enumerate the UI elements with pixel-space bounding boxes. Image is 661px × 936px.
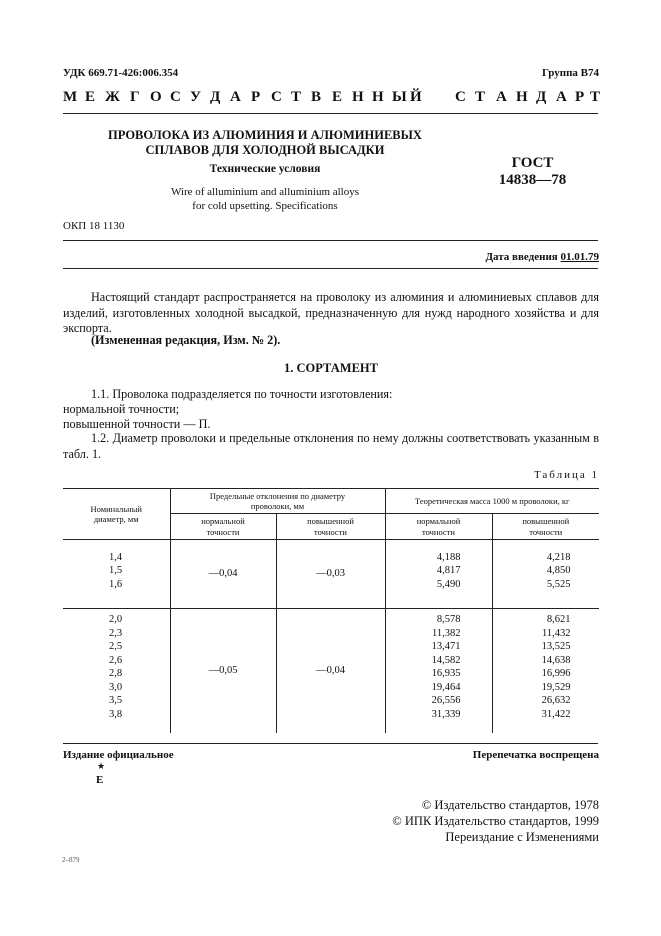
introduction-date	[485, 251, 599, 263]
copyright-1999: © ИПК Издательство стандартов, 1999	[392, 814, 599, 828]
title-line: ПРОВОЛОКА ИЗ АЛЮМИНИЯ И АЛЮМИНИЕВЫХ	[108, 128, 422, 142]
document-title	[100, 128, 430, 158]
header-diameter: Номинальный диаметр, мм	[63, 489, 170, 540]
heading-letter: Н	[516, 89, 528, 105]
heading-letter: Т	[590, 89, 601, 105]
diameter-value: 2,3	[109, 627, 123, 639]
deviation-value: —0,03	[316, 568, 345, 580]
mass-value: 11,382	[432, 627, 461, 639]
diameter-value: 3,0	[109, 681, 123, 693]
mass-value: 8,578	[436, 614, 461, 625]
table-row	[63, 609, 599, 734]
mass-value: 26,556	[431, 695, 461, 706]
section-heading: 1. СОРТАМЕНТ	[284, 361, 378, 375]
heading-letter: Ж	[105, 89, 120, 105]
heading-letter: А	[230, 89, 241, 105]
mass-value: 14,582	[431, 654, 461, 666]
mass-value: 13,471	[431, 641, 461, 652]
mass-value: 14,638	[541, 654, 571, 666]
diameter-value: 2,0	[109, 614, 123, 625]
heading-letter: В	[311, 89, 322, 105]
print-code: 2–879	[62, 856, 80, 864]
mass-value: 8,621	[546, 614, 571, 625]
deviation-value: —0,05	[208, 665, 238, 677]
dimensions-table	[63, 488, 599, 733]
heading-letter: Т	[291, 89, 302, 105]
heading-letter: Н	[352, 89, 364, 105]
clause-1-1-high: повышенной точности — П.	[63, 417, 211, 431]
clause-1-1-normal: нормальной точности;	[63, 402, 180, 416]
subheader-mass-high: повышенной точности	[492, 514, 599, 540]
header-divider	[63, 113, 598, 114]
mass-normal-cell	[385, 609, 492, 734]
introduction-date-label: Дата введения	[485, 251, 558, 263]
gost-number-block	[470, 155, 595, 189]
heading-letter: Е	[85, 89, 96, 105]
diameter-value: 3,8	[109, 708, 123, 720]
diameter-value: 3,5	[109, 695, 123, 706]
copyright-1978: © Издательство стандартов, 1978	[421, 798, 599, 812]
diameter-value: 2,5	[109, 641, 123, 652]
mass-high-cell	[492, 540, 599, 609]
heading-letter: О	[150, 89, 162, 105]
heading-letter: С	[271, 89, 282, 105]
standard-type-heading	[0, 89, 661, 107]
english-title-line: for cold upsetting. Specifications	[192, 200, 338, 212]
heading-letter: А	[496, 89, 507, 105]
subheader-high: повышенной точности	[276, 514, 385, 540]
mass-value: 19,464	[431, 681, 461, 693]
mass-value: 5,525	[546, 578, 571, 590]
mass-value: 5,490	[436, 578, 461, 590]
heading-letter: Д	[210, 89, 221, 105]
subheader-normal: нормальной точности	[170, 514, 276, 540]
diameter-value: 2,8	[109, 668, 123, 679]
mass-high-cell	[492, 609, 599, 734]
official-edition-label: Издание официальное	[63, 749, 174, 761]
table-row	[63, 540, 599, 609]
heading-letter: Д	[536, 89, 547, 105]
mass-value: 11,432	[542, 627, 571, 639]
header-mass: Теоретическая масса 1000 м проволоки, кг	[385, 489, 599, 514]
date-divider	[63, 268, 598, 269]
footer-divider	[63, 743, 598, 744]
heading-letter: Т	[475, 89, 486, 105]
heading-letter: С	[455, 89, 466, 105]
mass-value: 4,850	[546, 565, 571, 577]
mass-value: 16,996	[541, 668, 571, 679]
diameter-value: 1,4	[109, 551, 123, 563]
heading-letter: У	[190, 89, 202, 105]
deviation-high-cell	[276, 609, 385, 734]
mass-value: 31,422	[541, 708, 571, 720]
mass-value: 4,218	[546, 551, 571, 563]
reprint-prohibited-label: Перепечатка воспрещена	[472, 749, 599, 761]
deviation-normal-cell	[170, 609, 276, 734]
diameter-cell	[63, 609, 170, 734]
heading-letter: Р	[251, 89, 261, 105]
introduction-date-value: 01.01.79	[560, 251, 599, 263]
diameter-value: 2,6	[109, 654, 123, 666]
deviation-normal-cell	[170, 540, 276, 609]
english-title-line: Wire of alluminium and alluminium alloys	[170, 186, 360, 198]
mass-value: 16,935	[431, 668, 461, 679]
mass-value: 4,817	[436, 565, 461, 577]
mass-normal-cell	[385, 540, 492, 609]
star-icon: ★	[97, 761, 106, 771]
group-code: Группа В74	[541, 67, 599, 79]
heading-letter: Ы	[392, 89, 407, 105]
table-caption: Таблица 1	[533, 469, 599, 481]
subheader-mass-normal: нормальной точности	[385, 514, 492, 540]
heading-letter: Р	[575, 89, 585, 105]
reissue-note: Переиздание с Изменениями	[445, 830, 599, 844]
mass-value: 26,632	[541, 695, 571, 706]
title-line: СПЛАВОВ ДЛЯ ХОЛОДНОЙ ВЫСАДКИ	[145, 143, 385, 157]
document-subtitle: Технические условия	[209, 163, 321, 175]
okp-divider	[63, 240, 598, 241]
mass-value: 13,525	[541, 641, 571, 652]
heading-letter: Й	[410, 89, 422, 105]
header-deviation: Предельные отклонения по диаметру проволоки, мм	[170, 489, 385, 514]
gost-number: 14838—78	[498, 172, 567, 188]
diameter-value: 1,5	[109, 565, 123, 577]
heading-letter: Н	[372, 89, 384, 105]
clause-1-1: 1.1. Проволока подразделяется по точности изготовления:	[91, 387, 393, 401]
okp-code: ОКП 18 1130	[63, 220, 125, 232]
mass-value: 19,529	[541, 681, 571, 693]
e-mark: Е	[96, 774, 104, 786]
amendment-note: (Измененная редакция, Изм. № 2).	[91, 333, 281, 347]
english-title	[100, 185, 430, 213]
deviation-high-cell	[276, 540, 385, 609]
scope-paragraph: Настоящий стандарт распространяется на проволоку из алюминия и алюминиевых сплавов для изделий, изготовленных холодной высадкой, предназначенную для нужд народного хозяйства и для экспорта.	[63, 290, 599, 335]
deviation-value: —0,04	[316, 665, 345, 677]
heading-letter: А	[556, 89, 567, 105]
heading-letter: Г	[130, 89, 140, 105]
clause-1-2: 1.2. Диаметр проволоки и предельные отклонения по нему должны соответствовать указанным в табл. 1.	[63, 431, 599, 461]
mass-value: 31,339	[431, 708, 461, 720]
udk-code: УДК 669.71-426:006.354	[63, 67, 179, 79]
mass-value: 4,188	[436, 551, 461, 563]
heading-letter: Е	[332, 89, 343, 105]
heading-letter: М	[63, 89, 78, 105]
deviation-value: —0,04	[208, 568, 238, 580]
diameter-value: 1,6	[109, 578, 123, 590]
diameter-cell	[63, 540, 170, 609]
heading-letter: С	[170, 89, 181, 105]
gost-label: ГОСТ	[511, 155, 554, 171]
